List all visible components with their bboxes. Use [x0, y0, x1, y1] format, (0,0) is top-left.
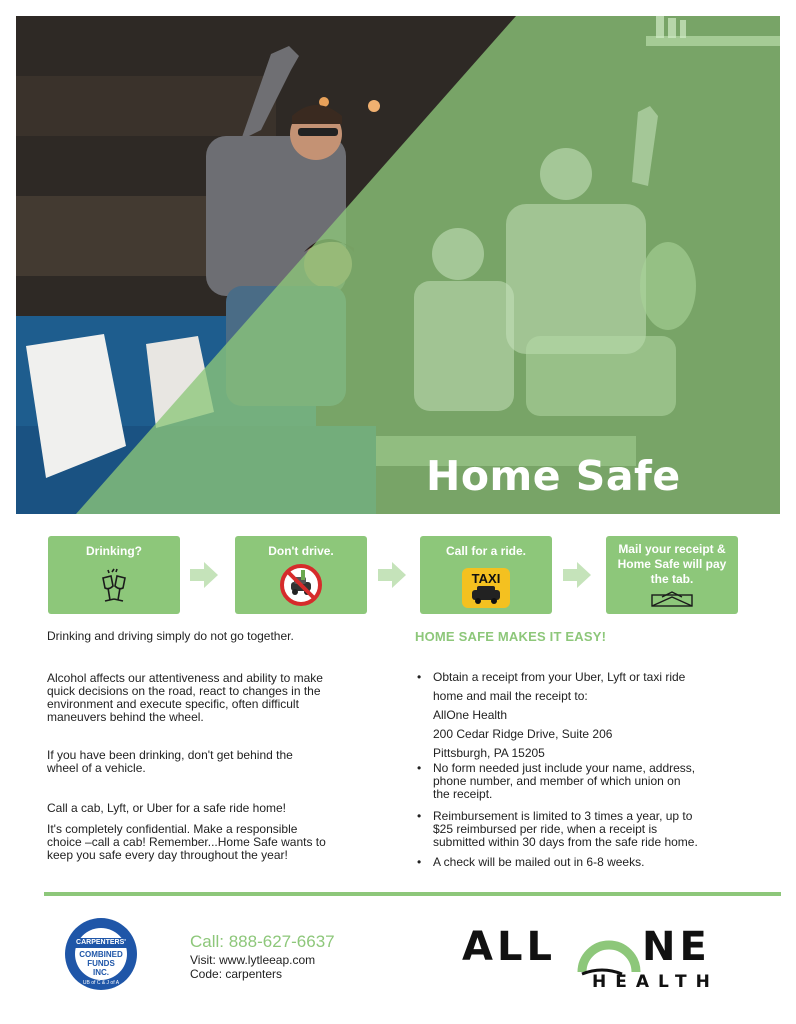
access-code: Code: carpenters	[190, 967, 283, 981]
text-line: $25 reimbursed per ride, when a receipt is	[433, 822, 658, 836]
left-intro: Drinking and driving simply do not go together.	[47, 629, 294, 643]
step-label: Don't drive.	[268, 544, 334, 558]
text-line: If you have been drinking, don't get behind the	[47, 748, 293, 762]
mailing-address	[433, 706, 612, 763]
left-paragraph-confidential	[47, 823, 377, 862]
seal-text-combined: COMBINED	[79, 950, 123, 959]
brand-ne: NE	[642, 924, 711, 970]
text-line: environment and execute specific, often difficult	[47, 697, 299, 711]
step-label: Call for a ride.	[445, 544, 527, 558]
bullet-icon: •	[417, 761, 422, 775]
text-line: Alcohol affects our attentiveness and ability to make	[47, 671, 323, 685]
hero-title: Home Safe	[426, 452, 681, 500]
step-label: Mail your receipt & Home Safe will pay the tab.	[617, 542, 727, 586]
text-line: A check will be mailed out in 6-8 weeks.	[433, 855, 645, 869]
text-line: Obtain a receipt from your Uber, Lyft or taxi ride	[433, 670, 686, 684]
left-paragraph-dont-drive	[47, 749, 377, 775]
hero-photo	[16, 16, 780, 514]
bullet-icon: •	[417, 809, 422, 823]
carpenters-seal-logo	[58, 916, 144, 992]
address-line: 200 Cedar Ridge Drive, Suite 206	[433, 727, 613, 741]
text-line: keep you safe every day throughout the year!	[47, 848, 288, 862]
arrow-right-icon	[563, 562, 593, 593]
hero-banner	[16, 16, 780, 514]
website-link[interactable]: Visit: www.lytleeap.com	[190, 953, 316, 967]
address-line: Pittsburgh, PA 15205	[433, 746, 545, 760]
bullet-reimbursement	[415, 810, 755, 849]
arrow-right-icon	[190, 562, 220, 593]
seal-text-inc: INC.	[93, 968, 109, 977]
arrow-right-icon	[378, 562, 408, 593]
step-call-ride	[420, 536, 552, 614]
bullet-check-mailed	[415, 856, 755, 869]
seal-text-bottom: UB of C & J of A	[82, 980, 120, 986]
step-drinking	[48, 536, 180, 614]
address-line: AllOne Health	[433, 708, 508, 722]
seal-text-top: CARPENTERS'	[76, 939, 126, 946]
divider	[44, 892, 781, 896]
bullet-obtain-receipt	[415, 668, 755, 706]
text-line: wheel of a vehicle.	[47, 761, 146, 775]
step-dont-drive	[235, 536, 367, 614]
left-paragraph-alcohol	[47, 672, 377, 724]
envelope-icon	[606, 591, 738, 607]
text-line: choice –call a cab! Remember...Home Safe wants to	[47, 835, 326, 849]
taxi-icon	[420, 568, 552, 608]
text-line: quick decisions on the road, react to changes in the	[47, 684, 321, 698]
brand-all: ALL	[462, 924, 556, 970]
seal-text-funds: FUNDS	[87, 959, 115, 968]
step-mail-receipt	[606, 536, 738, 614]
step-label: Drinking?	[86, 544, 142, 558]
text-line: phone number, and member of which union on	[433, 774, 681, 788]
text-line: It's completely confidential. Make a responsible	[47, 822, 298, 836]
text-line: submitted within 30 days from the safe ride home.	[433, 835, 698, 849]
text-line: Reimbursement is limited to 3 times a year, up to	[433, 809, 693, 823]
bullet-no-form	[415, 762, 755, 801]
text-line: home and mail the receipt to:	[433, 689, 588, 703]
brand-health: HEALTH	[592, 972, 719, 992]
no-driving-icon	[235, 562, 367, 608]
section-title: HOME SAFE MAKES IT EASY!	[415, 629, 607, 644]
bullet-icon: •	[417, 670, 422, 684]
brand-o-arc-icon	[574, 918, 644, 978]
text-line: No form needed just include your name, address,	[433, 761, 696, 775]
text-line: maneuvers behind the wheel.	[47, 710, 204, 724]
champagne-glasses-icon	[48, 568, 180, 608]
text-line: the receipt.	[433, 787, 493, 801]
phone-number[interactable]: Call: 888-627-6637	[190, 932, 335, 951]
bullet-icon: •	[417, 855, 422, 869]
taxi-badge: TAXI	[471, 571, 501, 586]
left-paragraph-call: Call a cab, Lyft, or Uber for a safe ride home!	[47, 801, 286, 815]
